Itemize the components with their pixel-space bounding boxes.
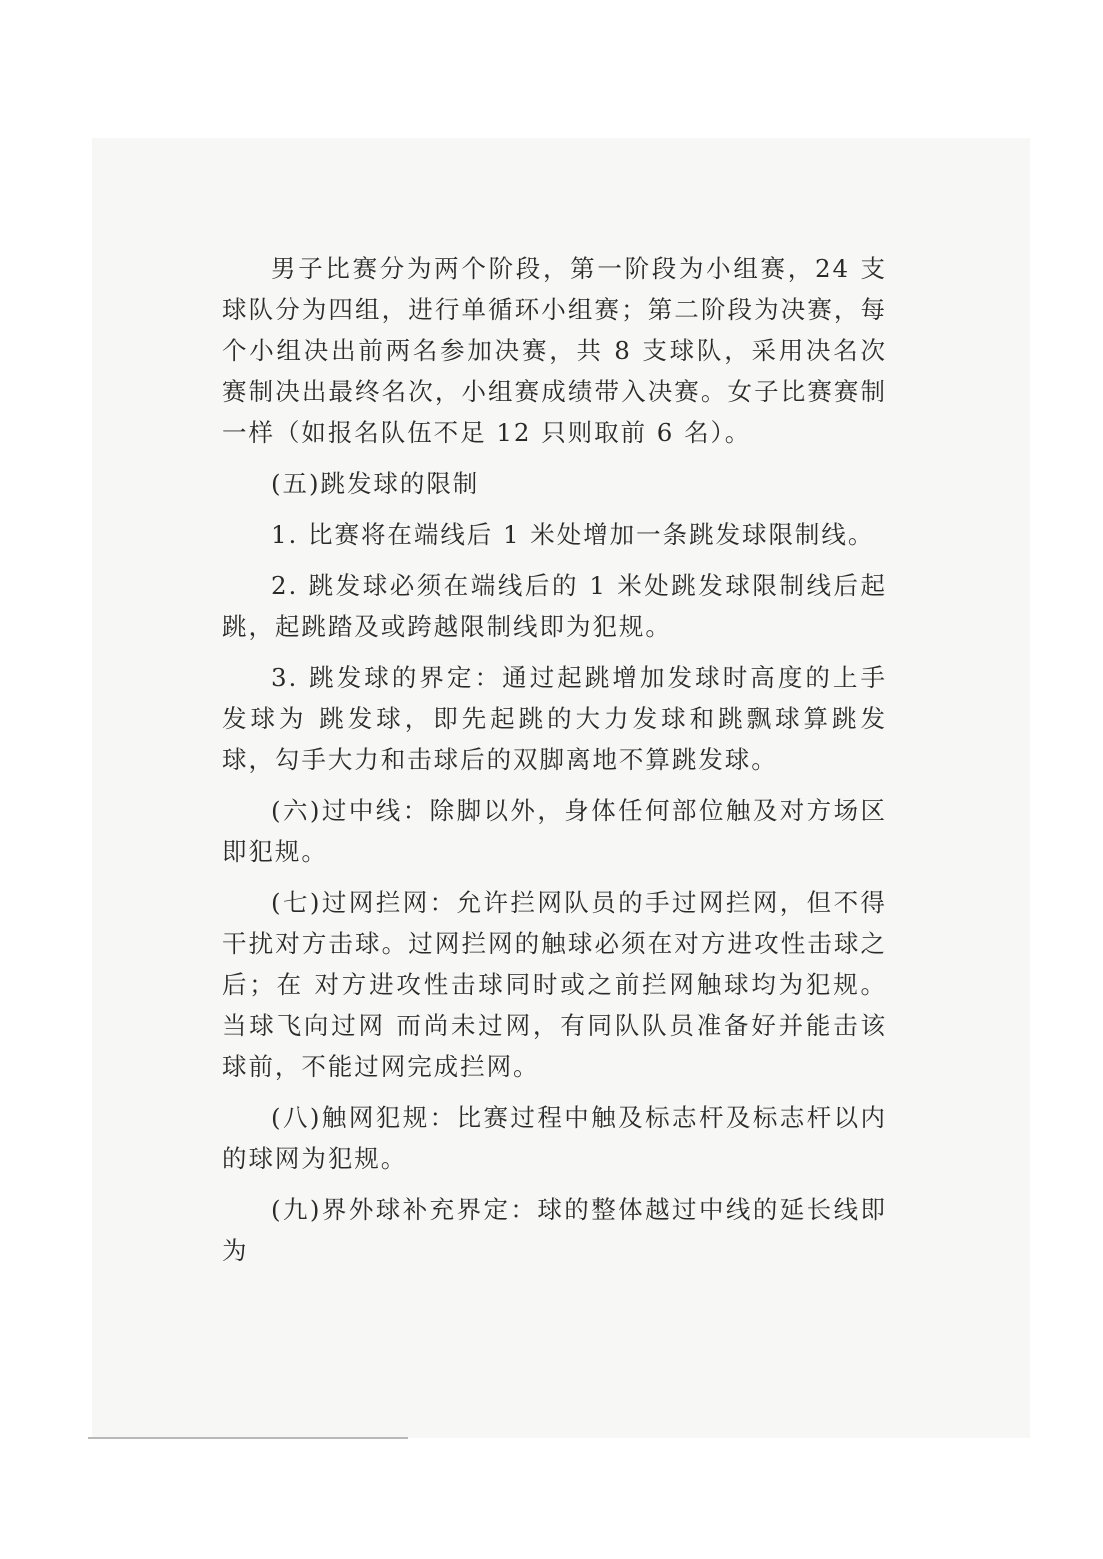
paragraph-net-touch: (八)触网犯规：比赛过程中触及标志杆及标志杆以内的球网为犯规。 bbox=[222, 1103, 887, 1173]
document-body bbox=[222, 248, 887, 1271]
scan-edge-line bbox=[88, 1437, 408, 1439]
paragraph-rule-2: 2. 跳发球必须在端线后的 1 米处跳发球限制线后起跳，起跳踏及或跨越限制线即为犯规。 bbox=[222, 571, 887, 641]
paragraph-out-of-bounds: (九)界外球补充界定：球的整体越过中线的延长线即为 bbox=[222, 1195, 887, 1265]
paragraph-rule-1: 1. 比赛将在端线后 1 米处增加一条跳发球限制线。 bbox=[271, 520, 875, 549]
paragraph-over-net-block: (七)过网拦网：允许拦网队员的手过网拦网，但不得干扰对方击球。过网拦网的触球必须在对方进攻性击球之后；在 对方进攻性击球同时或之前拦网触球均为犯规。当球飞向过网 而尚未过网，有同队队员准备好并能击该球前，不能过网完成拦网。 bbox=[222, 888, 887, 1081]
heading-jump-serve-limit: (五)跳发球的限制 bbox=[271, 469, 480, 498]
paragraph-rule-3: 3. 跳发球的界定：通过起跳增加发球时高度的上手发球为 跳发球，即先起跳的大力发球和跳飘球算跳发球，勾手大力和击球后的双脚离地不算跳发球。 bbox=[222, 663, 887, 774]
paragraph-center-line: (六)过中线：除脚以外，身体任何部位触及对方场区即犯规。 bbox=[222, 796, 887, 866]
paragraph-match-format: 男子比赛分为两个阶段，第一阶段为小组赛，24 支球队分为四组，进行单循环小组赛；第二阶段为决赛，每个小组决出前两名参加决赛，共 8 支球队，采用决名次赛制决出最终名次，小组赛成绩带入决赛。女子比赛赛制一样（如报名队伍不足 12 只则取前 6 名）。 bbox=[222, 254, 887, 447]
